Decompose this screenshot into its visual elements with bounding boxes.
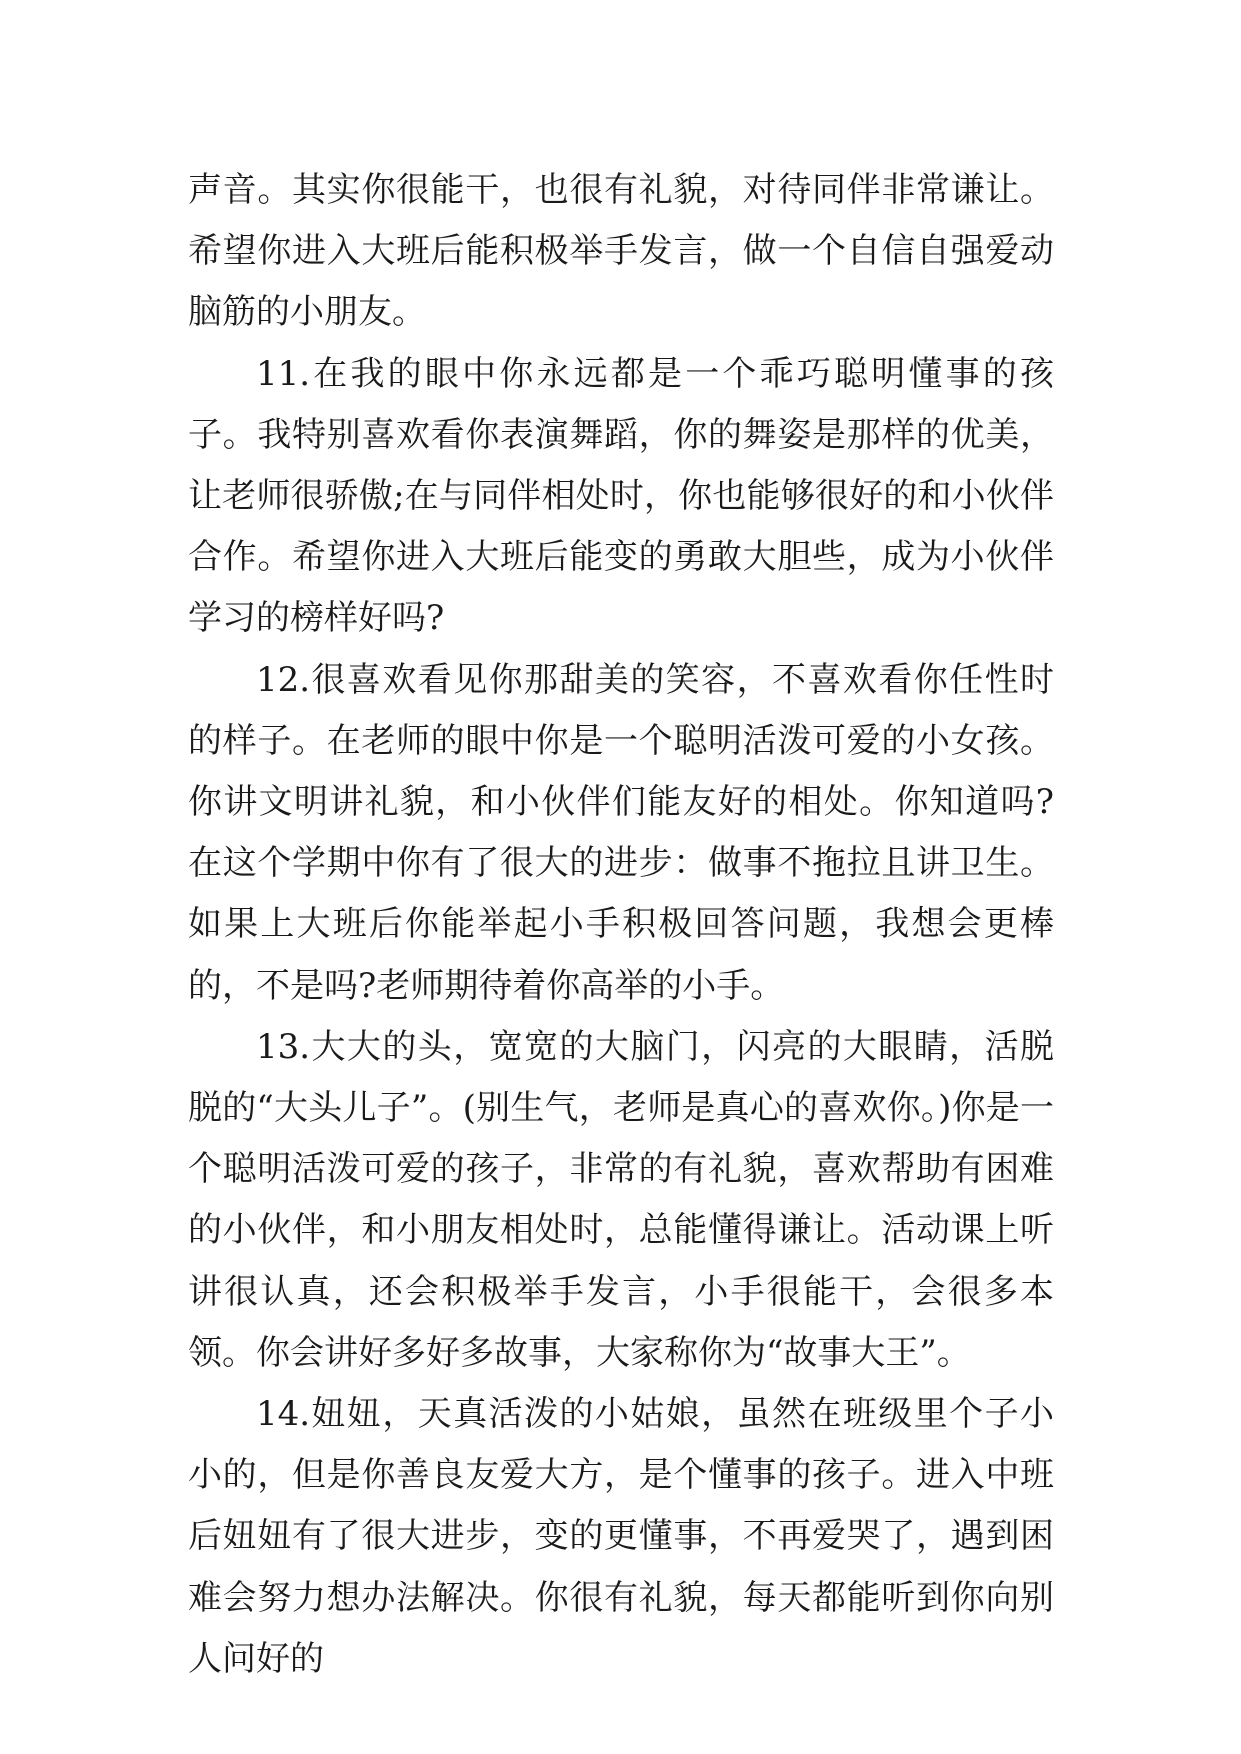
paragraph-comment-11: 11.在我的眼中你永远都是一个乖巧聪明懂事的孩子。我特别喜欢看你表演舞蹈，你的舞姿是那样的优美，让老师很骄傲;在与同伴相处时，你也能够很好的和小伙伴合作。希望你进入大班后能变的勇敢大胆些，成为小伙伴学习的榜样好吗? — [188, 353, 1055, 639]
paragraph-comment-14: 14.妞妞，天真活泼的小姑娘，虽然在班级里个子小小的，但是你善良友爱大方，是个懂事的孩子。进入中班后妞妞有了很大进步，变的更懂事，不再爱哭了，遇到困难会努力想办法解决。你很有礼貌，每天都能听到你向别人问好的 — [188, 1394, 1054, 1679]
paragraph-comment-13: 13.大大的头，宽宽的大脑门，闪亮的大眼睛，活脱脱的“大头儿子”。(别生气，老师是真心的喜欢你。)你是一个聪明活泼可爱的孩子，非常的有礼貌，喜欢帮助有困难的小伙伴，和小朋友相处时，总能懂得谦让。活动课上听讲很认真，还会积极举手发言，小手很能干，会很多本领。你会讲好多好多故事，大家称你为“故事大王”。 — [188, 1026, 1054, 1373]
paragraph-comment-12: 12.很喜欢看见你那甜美的笑容，不喜欢看你任性时的样子。在老师的眼中你是一个聪明活泼可爱的小女孩。你讲文明讲礼貌，和小伙伴们能友好的相处。你知道吗?在这个学期中你有了很大的进步：做事不拖拉且讲卫生。如果上大班后你能举起小手积极回答问题，我想会更棒的，不是吗?老师期待着你高举的小手。 — [188, 659, 1054, 1006]
document-body — [188, 160, 1054, 1690]
paragraph-continuation: 声音。其实你很能干，也很有礼貌，对待同伴非常谦让。希望你进入大班后能积极举手发言，做一个自信自强爱动脑筋的小朋友。 — [188, 170, 1054, 333]
